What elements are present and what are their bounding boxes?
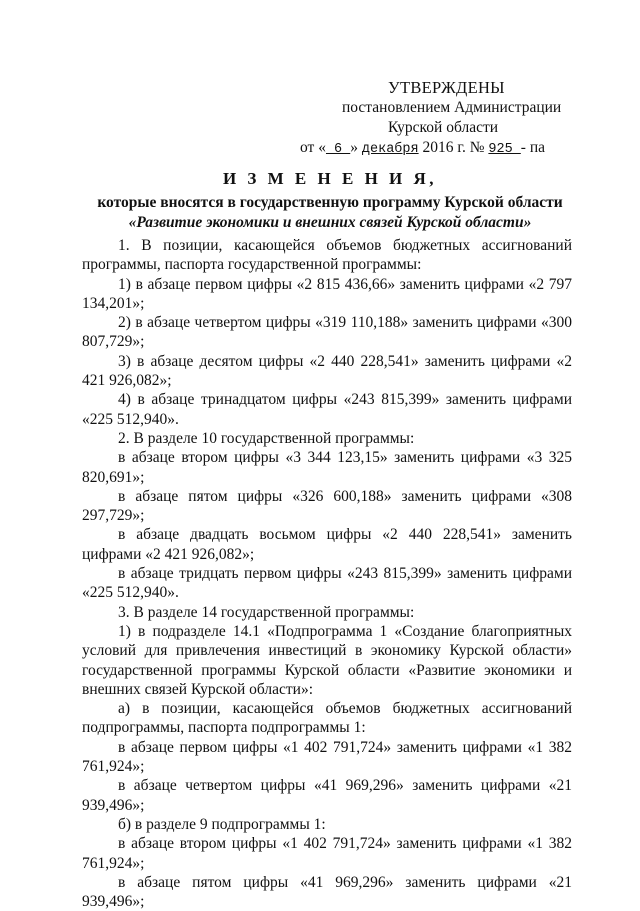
paragraph: в абзаце первом цифры «1 402 791,724» заменить цифрами «1 382 761,924»; <box>82 738 572 776</box>
paragraph: 1. В позиции, касающейся объемов бюджетных ассигнований программы, паспорта государственной программы: <box>82 237 572 274</box>
paragraph: 3) в абзаце десятом цифры «2 440 228,541» заменить цифрами «2 421 926,082»; <box>82 352 572 390</box>
document-title: И З М Е Н Е Н И Я, <box>222 169 438 188</box>
date-prefix: от « <box>300 139 326 156</box>
paragraph: 3. В разделе 14 государственной программы: <box>118 603 415 621</box>
paragraph: в абзаце четвертом цифры «41 969,296» заменить цифрами «21 939,496»; <box>82 777 572 814</box>
approval-line-region: Курской области <box>388 119 499 136</box>
paragraph: 2) в абзаце четвертом цифры «319 110,188» заменить цифрами «300 807,729»; <box>82 314 572 351</box>
date-year: 2016 г. № <box>418 139 489 156</box>
paragraph: в абзаце двадцать восьмом цифры «2 440 228,541» заменить цифрами «2 421 926,082»; <box>82 526 572 563</box>
approval-block <box>300 78 570 160</box>
date-day: 6 <box>325 142 351 157</box>
document-subtitle <box>70 193 590 233</box>
paragraph: а) в позиции, касающейся объемов бюджетных ассигнований подпрограммы, паспорта подпрограммы 1: <box>82 700 572 737</box>
paragraph: 1) в подразделе 14.1 «Подпрограмма 1 «Создание благоприятных условий для привлечения инвестиций в экономику Курской области» государственной программы Курской области «Развитие экономики и внешних связей Курской области»: <box>82 622 572 698</box>
approval-date-line <box>300 138 570 160</box>
subtitle-line-2: «Развитие экономики и внешних связей Курской области» <box>128 214 532 231</box>
resolution-number: 925 <box>488 142 521 157</box>
paragraph: 2. В разделе 10 государственной программы: <box>118 429 415 447</box>
paragraph: в абзаце втором цифры «3 344 123,15» заменить цифрами «3 325 820,691»; <box>82 449 572 486</box>
date-day-suffix: » <box>350 139 362 156</box>
approval-line-resolution: постановлением Администрации <box>342 99 562 116</box>
paragraph: в абзаце пятом цифры «326 600,188» заменить цифрами «308 297,729»; <box>82 487 572 525</box>
paragraph: 1) в абзаце первом цифры «2 815 436,66» заменить цифрами «2 797 134,201»; <box>82 275 572 312</box>
paragraph: в абзаце пятом цифры «41 969,296» заменить цифрами «21 939,496»; <box>82 873 572 911</box>
date-month: декабря <box>361 142 419 157</box>
subtitle-line-1: которые вносятся в государственную программу Курской области <box>97 194 563 211</box>
paragraph: в абзаце тридцать первом цифры «243 815,399» заменить цифрами «225 512,940». <box>82 565 572 602</box>
document-body <box>82 236 572 911</box>
paragraph: в абзаце втором цифры «1 402 791,724» заменить цифрами «1 382 761,924»; <box>82 835 572 872</box>
paragraph: б) в разделе 9 подпрограммы 1: <box>118 815 326 833</box>
paragraph: 4) в абзаце тринадцатом цифры «243 815,399» заменить цифрами «225 512,940». <box>82 391 572 428</box>
approval-title: УТВЕРЖДЕНЫ <box>388 78 505 97</box>
resolution-number-suffix: - па <box>520 139 546 156</box>
